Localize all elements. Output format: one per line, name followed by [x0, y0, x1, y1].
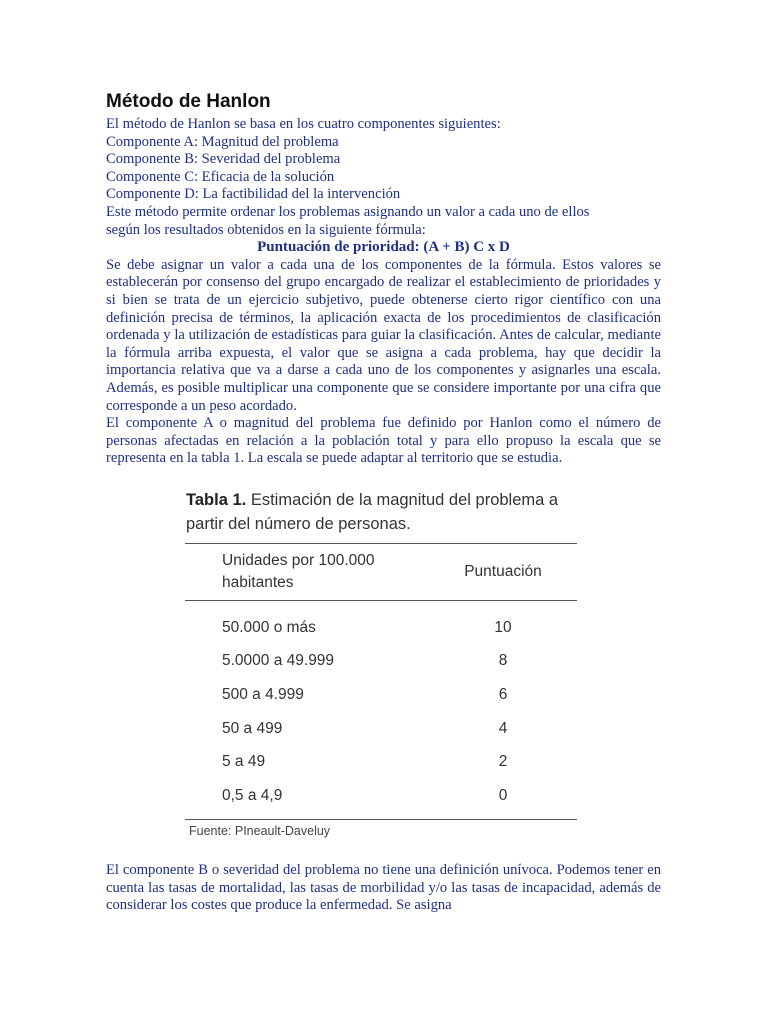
- cell-units: 0,5 a 4,9: [222, 786, 283, 804]
- component-d-line: Componente D: La factibilidad del la intervención: [106, 186, 401, 203]
- table-caption-label: Tabla 1.: [186, 491, 247, 509]
- paragraph-component-a: El componente A o magnitud del problema fue definido por Hanlon como el número de personas afectadas en relación a la población total y para ello propuso la escala que se representa en la tabla 1. La escala se puede adaptar al territorio que se estudia.: [106, 415, 661, 467]
- table-header-row: [185, 544, 577, 600]
- table-row: [185, 712, 577, 746]
- table-caption: [186, 488, 577, 536]
- table-source: Fuente: PIneault-Daveluy: [189, 823, 331, 838]
- component-b-section: [106, 862, 661, 915]
- magnitude-table: [185, 488, 577, 838]
- method-description-line-1: Este método permite ordenar los problemas asignando un valor a cada uno de ellos: [106, 203, 590, 220]
- intro-block: [106, 116, 661, 239]
- table-row: [185, 645, 577, 679]
- method-description-line-2: según los resultados obtenidos en la siguiente fórmula:: [106, 221, 426, 238]
- table-row: [185, 611, 577, 645]
- cell-units: 5.0000 a 49.999: [222, 652, 335, 670]
- cell-score: 8: [498, 652, 508, 670]
- cell-score: 2: [498, 753, 508, 771]
- cell-units: 5 a 49: [222, 753, 266, 771]
- priority-formula: Puntuación de prioridad: (A + B) C x D: [257, 239, 510, 256]
- component-b-line: Componente B: Severidad del problema: [106, 151, 341, 168]
- table-row: [185, 745, 577, 779]
- paragraph-components: Se debe asignar un valor a cada una de los componentes de la fórmula. Estos valores se establecerán por consenso del grupo encargado de realizar el establecimiento de prioridades y si bien se trata de un ejercicio subjetivo, puede obtenerse cierto rigor científico con una definición precisa de términos, la aplicación exacta de los procedimientos de clasificación ordenada y la utilización de estadísticas para guiar la clasificación. Antes de calcular, mediante la fórmula arriba expuesta, el valor que se asigna a cada problema, hay que decidir la importancia relativa que va a darse a cada uno de los componentes y asignarles una escala. Además, es posible multiplicar una componente que se considere importante por una cifra que corresponde a un peso acordado.: [106, 256, 661, 414]
- intro-line: El método de Hanlon se basa en los cuatro componentes siguientes:: [106, 116, 501, 132]
- table-row: [185, 779, 577, 813]
- cell-score: 6: [498, 685, 508, 703]
- component-a-line: Componente A: Magnitud del problema: [106, 133, 339, 150]
- cell-units: 500 a 4.999: [222, 685, 304, 703]
- cell-units: 50 a 499: [222, 719, 283, 737]
- cell-score: 4: [498, 719, 508, 737]
- cell-score: 10: [494, 618, 512, 636]
- cell-units: 50.000 o más: [222, 618, 316, 636]
- header-units: Unidades por 100.000 habitantes: [222, 552, 375, 591]
- table-bottom-rule: [185, 819, 577, 820]
- table-caption-text: Estimación de la magnitud del problema a partir del número de personas.: [186, 491, 559, 533]
- cell-score: 0: [498, 786, 508, 804]
- table-body: [185, 601, 577, 813]
- page-title: Método de Hanlon: [106, 91, 271, 112]
- document-page: [106, 90, 661, 468]
- paragraph-component-b: El componente B o severidad del problema no tiene una definición unívoca. Podemos tener en cuenta las tasas de mortalidad, las tasas de morbilidad y/o las tasas de incapacidad, además de considerar los costes que produce la enfermedad. Se asigna: [106, 862, 661, 914]
- table-row: [185, 678, 577, 712]
- header-score: Puntuación: [464, 563, 542, 580]
- component-c-line: Componente C: Eficacia de la solución: [106, 168, 335, 185]
